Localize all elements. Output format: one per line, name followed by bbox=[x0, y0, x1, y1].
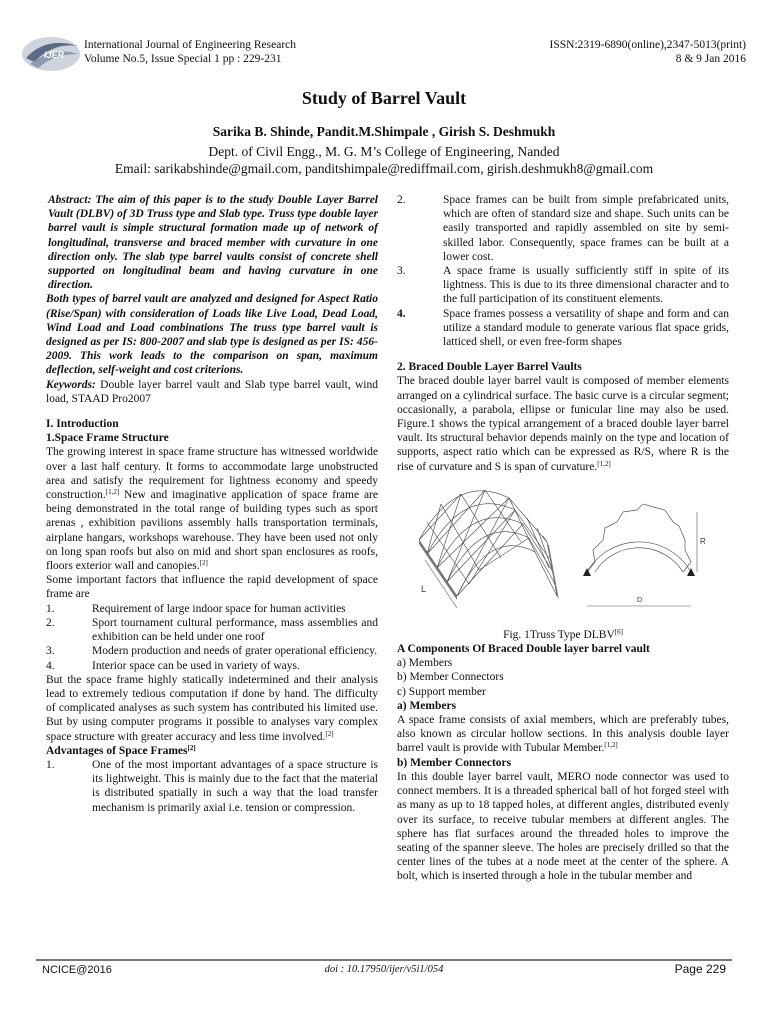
figure-label-D: D bbox=[637, 596, 643, 604]
list-item: c) Support member bbox=[397, 685, 486, 698]
paragraph bbox=[397, 713, 729, 756]
list-item: b) Member Connectors bbox=[397, 671, 504, 684]
journal-info bbox=[84, 38, 296, 66]
list-item bbox=[397, 193, 729, 264]
list-text: Space frames can be built from simple prefabricated units, which are often of standard size and shape. Such units can be easily transported and rapidly assembled on site by semi-skilled labor. Consequently, space frames can be built at a lower cost. bbox=[443, 194, 729, 263]
list-text: Interior space can be used in variety of ways. bbox=[92, 659, 300, 672]
citation: [1,2] bbox=[105, 488, 120, 497]
text: The braced double layer barrel vault is composed of member elements arranged on a cylindrical surface. The basic curve is a circular segment; occasionally, a parabola, ellipse or funicular line may also be used. Figure.1 shows the typical arrangement of a braced double layer barrel vault. Its structural behavior depends mainly on the type and location of supports, aspect ratio which can be expressed as R/S, where R is the rise of curvature and S is span of curvature. bbox=[397, 375, 729, 473]
list-item bbox=[46, 616, 378, 644]
paragraph bbox=[397, 374, 729, 473]
left-column bbox=[46, 193, 378, 815]
list-number: 3. bbox=[397, 265, 406, 278]
subsection-heading-advantages bbox=[46, 744, 378, 758]
list-text: Requirement of large indoor space for human activities bbox=[92, 602, 346, 615]
paragraph bbox=[46, 673, 378, 744]
keywords-label: Keywords: bbox=[46, 378, 96, 391]
subsection-heading-components: A Components Of Braced Double layer barrel vault bbox=[397, 643, 650, 656]
figure-truss-dlbv bbox=[397, 480, 729, 628]
list-number: 1. bbox=[46, 758, 55, 771]
right-column bbox=[397, 193, 729, 884]
list-number: 4. bbox=[397, 307, 406, 320]
footer-doi: doi : 10.17950/ijer/v5i1/054 bbox=[324, 964, 444, 975]
section-heading-braced-vaults: 2. Braced Double Layer Barrel Vaults bbox=[397, 361, 582, 374]
citation: [1,2] bbox=[597, 459, 611, 468]
keywords-text: Double layer barrel vault and Slab type barrel vault, wind load, STAAD Pro2007 bbox=[46, 378, 378, 405]
subsection-heading-connectors: b) Member Connectors bbox=[397, 756, 512, 769]
list-text: Modern production and needs of grater operational efficiency. bbox=[92, 645, 378, 658]
abstract-paragraph-2: Both types of barrel vault are analyzed and designed for Aspect Ratio (Rise/Span) with consideration of Loads like Live Load, Dead Load, Wind Load and Load combinations The truss type barrel vault is designed as per IS: 800-2007 and slab type is designed as per IS: 456-2009. This work leads to the comparison on span, maximum deflection, self-weight and cost criterions. bbox=[46, 293, 378, 377]
paragraph: In this double layer barrel vault, MERO node connector was used to connect members. It is a threaded spherical ball of hot forged steel with as many as up to 18 tapped holes, at different angles, distributed evenly over its surface, to receive tubular members at different angles. The sphere has flat surfaces around the threaded holes to improve the seating of the spanner sleeve. The holes are precisely drilled so that the center lines of the tubes at a node meet at the center of the sphere. A bolt, which is inserted through a hole in the tubular member and bbox=[397, 770, 729, 883]
abstract-paragraph: Abstract: The aim of this paper is to the study Double Layer Barrel Vault (DLBV) of 3D Truss type and Slab type. Truss type double layer barrel vault is simple structural formation made up of network of longitudinal, transverse and braced member with curvature in one direction only. The slab type barrel vaults consist of concrete shell supported on longitudinal beam and having curvature in one direction. bbox=[48, 194, 378, 292]
journal-volume: Volume No.5, Issue Special 1 pp : 229-231 bbox=[84, 53, 282, 65]
list-item bbox=[397, 307, 729, 350]
list-item bbox=[397, 264, 729, 307]
citation: [2] bbox=[325, 729, 334, 738]
citation: [2] bbox=[199, 559, 208, 568]
list-number: 2. bbox=[397, 194, 406, 206]
list-text: Space frames possess a versatility of shape and form and can utilize a standard module to generate various flat space grids, latticed shell, or even free-form shapes bbox=[443, 307, 729, 349]
authors: Sarika B. Shinde, Pandit.M.Shimpale , Girish S. Deshmukh bbox=[212, 124, 556, 139]
text: The growing interest in space frame structure has witnessed worldwide over a last half century. It forms to accommodate large unobstructed area and satisfy the requirement for lightness economy and speedy construction. bbox=[46, 446, 378, 502]
list-text: A space frame is usually sufficiently stiff in spite of its lightness. This is due to its three dimensional character and to the full participation of its constituent elements. bbox=[443, 265, 729, 306]
subsection-heading-members: a) Members bbox=[397, 699, 457, 712]
journal-header bbox=[20, 34, 350, 74]
list-number: 2. bbox=[46, 616, 55, 629]
figure-label-R: R bbox=[700, 536, 706, 546]
figure-caption bbox=[397, 628, 729, 642]
figure-label-L: L bbox=[421, 583, 427, 594]
caption-text: Fig. 1Truss Type DLBV bbox=[503, 628, 615, 641]
citation: [1,2] bbox=[604, 741, 618, 750]
list-number: 1. bbox=[46, 602, 55, 615]
list-number: 3. bbox=[46, 645, 55, 658]
citation: [2] bbox=[187, 743, 196, 752]
list-item bbox=[46, 602, 378, 616]
logo-text: IJER bbox=[44, 50, 65, 60]
text: But the space frame highly statically indetermined and their analysis lead to extremely tedious computation if done by hand. The difficulty of complicated analyses as such system has contributed his limited use. But by using computer programs it possible to analyses vary complex space structure with greater accuracy and less time involved. bbox=[46, 673, 378, 743]
list-item bbox=[46, 758, 378, 815]
text: A space frame consists of axial members, which are preferably tubes, also known as circular hollow sections. In this analysis double layer barrel vault is provide with Tubular Member. bbox=[397, 714, 729, 755]
page-number: Page 229 bbox=[674, 962, 726, 976]
issn-block bbox=[550, 38, 746, 66]
section-heading-introduction: I. Introduction bbox=[46, 418, 119, 431]
text: New and imaginative application of space frame are being demonstrated in the total range of building types such as sport arenas , exhibition pavilions assembly halls transportation terminals, airplane hangars, workshops warehouse. They have been used not only on long span roofs but also on mid and short span enclosures as roofs, floors exterior wall and canopies. bbox=[46, 489, 378, 573]
department: Dept. of Civil Engg., M. G. M’s College of Engineering, Nanded bbox=[208, 144, 560, 159]
email-line: Email: sarikabshinde@gmail.com, panditshimpale@rediffmail.com, girish.deshmukh8@gmail.com bbox=[114, 161, 654, 176]
list-number: 4. bbox=[46, 659, 55, 672]
list-text: Sport tournament cultural performance, mass assemblies and exhibition can be held under one roof bbox=[92, 616, 378, 644]
footer-conference: NCICE@2016 bbox=[42, 964, 112, 976]
citation: [6] bbox=[614, 627, 623, 636]
footer-divider bbox=[36, 959, 732, 961]
list-item: a) Members bbox=[397, 657, 453, 670]
conference-date: 8 & 9 Jan 2016 bbox=[675, 53, 746, 65]
paragraph bbox=[46, 445, 378, 573]
paragraph: Some important factors that influence the rapid development of space frame are bbox=[46, 574, 378, 601]
journal-logo bbox=[20, 34, 82, 74]
issn: ISSN:2319-6890(online),2347-5013(print) bbox=[549, 39, 746, 51]
heading-text: Advantages of Space Frames bbox=[46, 744, 188, 757]
barrel-vault-perspective-drawing bbox=[397, 480, 567, 628]
journal-name: International Journal of Engineering Research bbox=[84, 39, 297, 51]
paper-title: Study of Barrel Vault bbox=[301, 88, 467, 108]
barrel-vault-section-drawing bbox=[573, 480, 713, 628]
subsection-heading-space-frame: 1.Space Frame Structure bbox=[46, 432, 169, 445]
list-item bbox=[46, 659, 378, 673]
list-text: One of the most important advantages of a space structure is its lightweight. This is mainly due to the fact that the material is distributed spatially in such a way that the load transfer mechanism is primarily axial i.e. tension or compression. bbox=[92, 758, 378, 814]
list-item bbox=[46, 644, 378, 658]
keywords bbox=[46, 378, 378, 406]
